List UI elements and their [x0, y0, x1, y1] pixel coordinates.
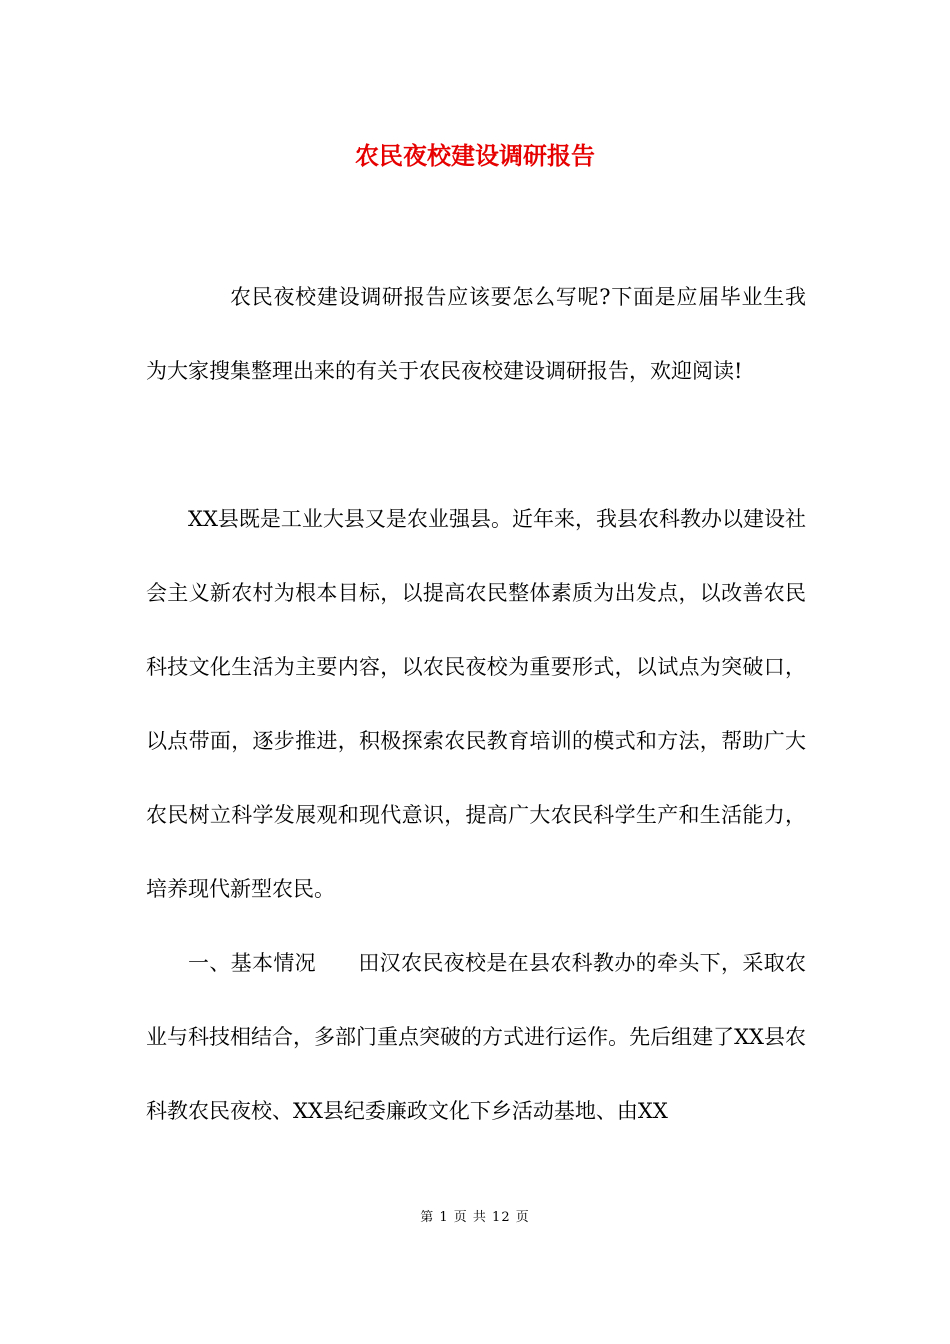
section-body: 田汉农民夜校是在县农科教办的牵头下，采取农业与科技相结合，多部门重点突破的方式进行运作。先后组建了XX县农科教农民夜校、XX县纪委廉政文化下乡活动基地、由XX	[146, 951, 806, 1123]
intro-paragraph: 农民夜校建设调研报告应该要怎么写呢?下面是应届毕业生我为大家搜集整理出来的有关于农民夜校建设调研报告，欢迎阅读!	[146, 285, 806, 383]
paragraph-overview: XX县既是工业大县又是农业强县。近年来，我县农科教办以建设社会主义新农村为根本目标，以提高农民整体素质为出发点，以改善农民科技文化生活为主要内容，以农民夜校为重要形式，以试点为突破口，以点带面，逐步推进，积极探索农民教育培训的模式和方法，帮助广大农民树立科学发展观和现代意识，提高广大农民科学生产和生活能力，培养现代新型农民。	[146, 507, 806, 901]
document-title: 农民夜校建设调研报告	[355, 141, 595, 170]
section-heading: 一、基本情况	[188, 951, 316, 975]
paragraph-basic-situation	[146, 926, 806, 1148]
page-footer: 第 1 页 共 12 页	[420, 1210, 530, 1225]
